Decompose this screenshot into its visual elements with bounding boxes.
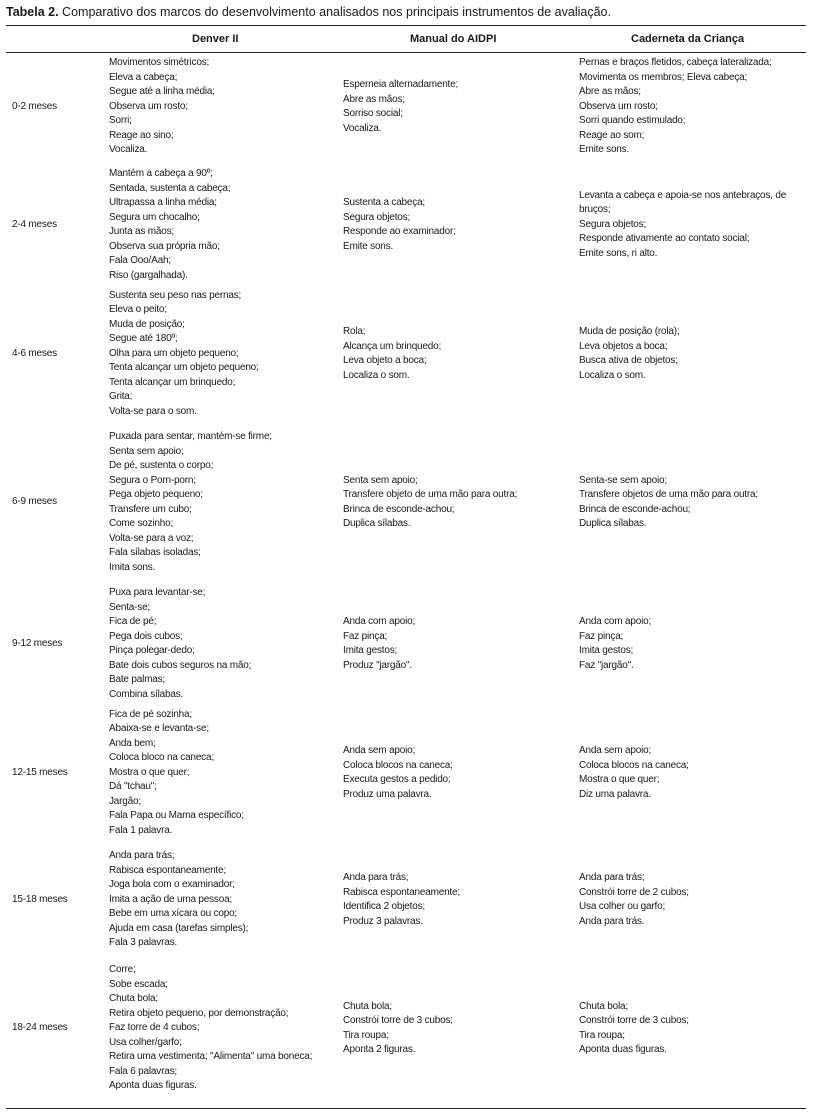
milestone-item: Mostra o que quer; — [579, 774, 660, 785]
milestone-item: Eleva o peito; — [109, 304, 167, 316]
aidpi-milestones-cell — [337, 843, 571, 957]
milestone-item: Fica de pé; — [109, 616, 157, 627]
milestone-item: Localiza o som. — [343, 369, 410, 381]
milestone-item: Come sozinho; — [109, 518, 174, 529]
milestone-item: Volta-se para a voz; — [109, 532, 194, 544]
milestone-item: Anda sem apoio; — [579, 745, 652, 756]
denver-milestones-cell — [103, 420, 337, 585]
milestone-item: Sorriso social; — [343, 108, 403, 119]
milestone-item: Sustenta seu peso nas pernas; — [109, 289, 242, 301]
milestone-item: Observa um rosto; — [579, 100, 658, 112]
milestone-item: Reage ao som; — [579, 129, 645, 141]
milestone-item: Muda de posição (rola); — [579, 326, 680, 337]
milestone-item: Leva objetos a boca; — [579, 340, 668, 352]
milestone-item: Senta-se sem apoio; — [579, 474, 667, 486]
denver-milestones-cell — [103, 162, 337, 288]
milestone-item: Puxa para levantar-se; — [109, 587, 206, 598]
age-range-cell: 0-2 meses — [12, 100, 57, 112]
milestone-item: Pega objeto pequeno; — [109, 489, 203, 500]
milestone-item: Coloca blocos na caneca; — [579, 759, 689, 771]
age-range-cell: 4-6 meses — [12, 347, 57, 359]
milestone-item: Chuta bola; — [343, 1000, 392, 1012]
caderneta-milestones-cell — [571, 52, 806, 162]
milestone-item: Constrói torre de 3 cubos; — [343, 1015, 453, 1026]
milestone-item: Pernas e braços fletidos, cabeça lateralizada; — [579, 57, 772, 69]
milestone-item: Faz pinça; — [343, 630, 388, 642]
milestone-item: Emite sons, ri alto. — [579, 247, 658, 259]
milestone-item: Mantém a cabeça a 90º; — [109, 168, 213, 179]
milestone-item: Produz "jargão". — [343, 659, 412, 671]
milestone-item: Tira roupa; — [579, 1029, 625, 1041]
milestone-item: Sorri; — [109, 115, 132, 127]
milestone-item: Tira roupa; — [343, 1029, 389, 1041]
milestone-item: Abre as mãos; — [343, 93, 405, 105]
milestone-item: Chuta bola; — [579, 1000, 628, 1012]
milestone-item: Muda de posição; — [109, 318, 185, 330]
table-row — [6, 52, 806, 162]
table-header-row — [6, 26, 806, 52]
denver-milestones-cell — [103, 288, 337, 420]
milestone-item: Segue até a linha média; — [109, 86, 215, 98]
caderneta-milestones-cell — [571, 957, 806, 1100]
aidpi-milestones-cell — [337, 957, 571, 1100]
milestone-item: Grita; — [109, 391, 133, 403]
milestone-item: Fala 1 palavra. — [109, 824, 173, 836]
milestone-item: Senta sem apoio; — [109, 445, 184, 457]
header-age — [6, 26, 103, 52]
milestone-item: Produz uma palavra. — [343, 788, 432, 800]
milestone-item: Rabisca espontaneamente; — [343, 886, 460, 898]
milestone-item: Levanta a cabeça e apoia-se nos antebraços, de bruços; — [579, 189, 787, 216]
table-row — [6, 420, 806, 585]
milestone-item: Joga bola com o examinador; — [109, 879, 235, 891]
milestone-item: Fala Ooo/Aah; — [109, 255, 171, 266]
milestone-item: Transfere objetos de uma mão para outra; — [579, 489, 758, 500]
milestone-item: Duplica sílabas. — [343, 518, 411, 529]
aidpi-milestones-cell — [337, 585, 571, 703]
milestone-item: Alcança um brinquedo; — [343, 340, 442, 352]
milestone-item: Brinca de esconde-achou; — [343, 503, 455, 515]
table-row — [6, 585, 806, 703]
milestone-item: Bate dois cubos seguros na mão; — [109, 659, 252, 671]
milestone-item: Fala sílabas isoladas; — [109, 547, 201, 558]
milestone-item: Constrói torre de 3 cubos; — [579, 1015, 689, 1026]
milestone-item: Pega dois cubos; — [109, 630, 183, 642]
milestone-item: Vocaliza. — [343, 122, 382, 134]
milestone-item: Produz 3 palavras. — [343, 915, 423, 927]
milestone-item: Bebe em uma xícara ou copo; — [109, 908, 238, 920]
age-range-cell: 2-4 meses — [12, 218, 57, 230]
table-row — [6, 703, 806, 843]
milestone-item: Coloca bloco na caneca; — [109, 752, 214, 764]
aidpi-milestones-cell — [337, 288, 571, 420]
milestone-item: Rabisca espontaneamente; — [109, 864, 226, 876]
header-aidpi: Manual do AIDPI — [410, 33, 497, 45]
milestone-item: Segura objetos; — [579, 218, 647, 230]
caderneta-milestones-cell — [571, 288, 806, 420]
denver-milestones-cell — [103, 703, 337, 843]
table-row — [6, 957, 806, 1100]
milestone-item: Imita gestos; — [343, 645, 398, 656]
milestone-item: Puxada para sentar, mantém-se firme; — [109, 431, 272, 442]
milestone-item: Anda para trás; — [579, 872, 645, 883]
milestone-item: Faz pinça; — [579, 630, 624, 642]
milestone-item: Aponta duas figuras. — [109, 1080, 197, 1092]
milestone-item: Abre as mãos; — [579, 86, 641, 98]
caderneta-milestones-cell — [571, 585, 806, 703]
age-range-cell: 9-12 meses — [12, 637, 63, 649]
milestones-table — [6, 26, 806, 1100]
milestone-item: Abaixa-se e levanta-se; — [109, 723, 209, 735]
table-row — [6, 288, 806, 420]
milestone-item: Anda para trás. — [579, 915, 645, 927]
milestone-item: Aponta duas figuras. — [579, 1044, 667, 1055]
milestone-item: Anda bem; — [109, 737, 156, 749]
milestone-item: Brinca de esconde-achou; — [579, 503, 691, 515]
milestone-item: Corre; — [109, 964, 136, 976]
milestone-item: Eleva a cabeça; — [109, 71, 178, 83]
milestone-item: Segura objetos; — [343, 211, 411, 223]
aidpi-milestones-cell — [337, 420, 571, 585]
milestone-item: Fica de pé sozinha; — [109, 708, 192, 720]
milestone-item: Olha para um objeto pequeno; — [109, 347, 239, 359]
milestone-item: Combina sílabas. — [109, 688, 184, 700]
milestone-item: Sobe escada; — [109, 978, 168, 990]
header-denver: Denver II — [192, 33, 239, 45]
milestone-item: Emite sons. — [343, 240, 394, 252]
milestone-item: Ultrapassa a linha média; — [109, 197, 217, 208]
table-row — [6, 162, 806, 288]
denver-milestones-cell — [103, 957, 337, 1100]
milestone-item: Segura um chocalho; — [109, 211, 200, 223]
milestone-item: Constrói torre de 2 cubos; — [579, 886, 689, 898]
age-range-cell: 18-24 meses — [12, 1022, 68, 1034]
milestone-item: Reage ao sino; — [109, 129, 174, 141]
milestone-item: Emite sons. — [579, 144, 630, 156]
milestone-item: Vocaliza. — [109, 144, 148, 156]
milestone-item: Usa colher ou garfo; — [579, 901, 666, 912]
milestone-item: Senta sem apoio; — [343, 474, 418, 486]
milestone-item: Jargão; — [109, 795, 141, 807]
milestone-item: Esperneia alternadamente; — [343, 79, 459, 90]
denver-milestones-cell — [103, 585, 337, 703]
milestone-item: Tenta alcançar um objeto pequeno; — [109, 362, 259, 374]
caderneta-milestones-cell — [571, 420, 806, 585]
milestone-item: Fala 3 palavras. — [109, 937, 177, 949]
milestone-item: Anda sem apoio; — [343, 745, 416, 756]
denver-milestones-cell — [103, 52, 337, 162]
milestone-item: Mostra o que quer; — [109, 766, 190, 778]
header-caderneta: Caderneta da Criança — [631, 33, 745, 45]
table-body — [6, 52, 806, 1100]
aidpi-milestones-cell — [337, 703, 571, 843]
milestone-item: Fala Papa ou Mama específico; — [109, 810, 244, 822]
milestone-item: Rola; — [343, 326, 366, 337]
milestone-item: Pinça polegar-dedo; — [109, 645, 195, 656]
milestone-item: Executa gestos a pedido; — [343, 774, 451, 785]
milestone-item: Faz "jargão". — [579, 659, 634, 671]
milestone-item: Identifica 2 objetos; — [343, 901, 425, 912]
milestone-item: Transfere objeto de uma mão para outra; — [343, 489, 518, 500]
milestone-item: Fala 6 palavras; — [109, 1065, 177, 1077]
milestone-item: Senta-se; — [109, 601, 151, 613]
milestone-item: Tenta alcançar um brinquedo; — [109, 376, 236, 388]
milestone-item: Transfere um cubo; — [109, 503, 192, 515]
milestone-item: De pé, sustenta o corpo; — [109, 460, 214, 471]
milestone-item: Coloca blocos na caneca; — [343, 759, 453, 771]
milestone-item: Observa sua própria mão; — [109, 240, 220, 252]
milestone-item: Observa um rosto; — [109, 100, 188, 112]
milestone-item: Duplica sílabas. — [579, 518, 647, 529]
aidpi-milestones-cell — [337, 162, 571, 288]
milestone-item: Responde ativamente ao contato social; — [579, 233, 750, 245]
milestone-item: Responde ao examinador; — [343, 226, 456, 237]
milestone-item: Busca ativa de objetos; — [579, 355, 678, 366]
table-number: Tabela 2. — [6, 5, 59, 19]
milestone-item: Imita sons. — [109, 561, 156, 573]
milestone-item: Anda para trás; — [343, 872, 409, 883]
denver-milestones-cell — [103, 843, 337, 957]
caderneta-milestones-cell — [571, 162, 806, 288]
milestone-item: Anda para trás; — [109, 850, 175, 862]
milestone-item: Movimentos simétricos; — [109, 57, 210, 69]
milestone-item: Segue até 180º; — [109, 333, 178, 345]
milestone-item: Imita gestos; — [579, 645, 634, 656]
milestone-item: Volta-se para o som. — [109, 405, 197, 417]
milestone-item: Junta as mãos; — [109, 226, 175, 237]
milestone-item: Imita a ação de uma pessoa; — [109, 893, 233, 905]
milestone-item: Anda com apoio; — [579, 616, 652, 627]
milestone-item: Sentada, sustenta a cabeça; — [109, 182, 231, 194]
caderneta-milestones-cell — [571, 703, 806, 843]
aidpi-milestones-cell — [337, 52, 571, 162]
milestone-item: Sorri quando estimulado; — [579, 115, 686, 127]
milestone-item: Dá "tchau"; — [109, 781, 157, 793]
milestone-item: Usa colher/garfo; — [109, 1036, 182, 1048]
milestone-item: Aponta 2 figuras. — [343, 1044, 416, 1055]
milestone-item: Anda com apoio; — [343, 616, 416, 627]
milestone-item: Leva objeto a boca; — [343, 355, 427, 366]
caderneta-milestones-cell — [571, 843, 806, 957]
table-caption-text: Comparativo dos marcos do desenvolvimento analisados nos principais instrumentos de avaliação. — [58, 5, 611, 19]
age-range-cell: 15-18 meses — [12, 893, 68, 905]
milestone-item: Bate palmas; — [109, 674, 165, 685]
age-range-cell: 12-15 meses — [12, 766, 68, 778]
milestone-item: Ajuda em casa (tarefas simples); — [109, 922, 249, 934]
table-caption — [6, 4, 806, 20]
milestone-item: Diz uma palavra. — [579, 788, 651, 800]
milestone-item: Movimenta os membros; Eleva cabeça; — [579, 71, 748, 83]
milestone-item: Retira objeto pequeno, por demonstração; — [109, 1007, 289, 1019]
milestone-item: Riso (gargalhada). — [109, 269, 188, 281]
milestone-item: Chuta bola; — [109, 993, 158, 1005]
age-range-cell: 6-9 meses — [12, 496, 57, 508]
milestone-item: Sustenta a cabeça; — [343, 197, 426, 208]
milestone-item: Faz torre de 4 cubos; — [109, 1022, 200, 1034]
milestone-item: Segura o Porn-porn; — [109, 474, 196, 486]
table-bottom-rule — [6, 1108, 806, 1109]
milestone-item: Localiza o som. — [579, 369, 646, 381]
milestone-item: Retira uma vestimenta; "Alimenta" uma boneca; — [109, 1051, 313, 1063]
table-row — [6, 843, 806, 957]
